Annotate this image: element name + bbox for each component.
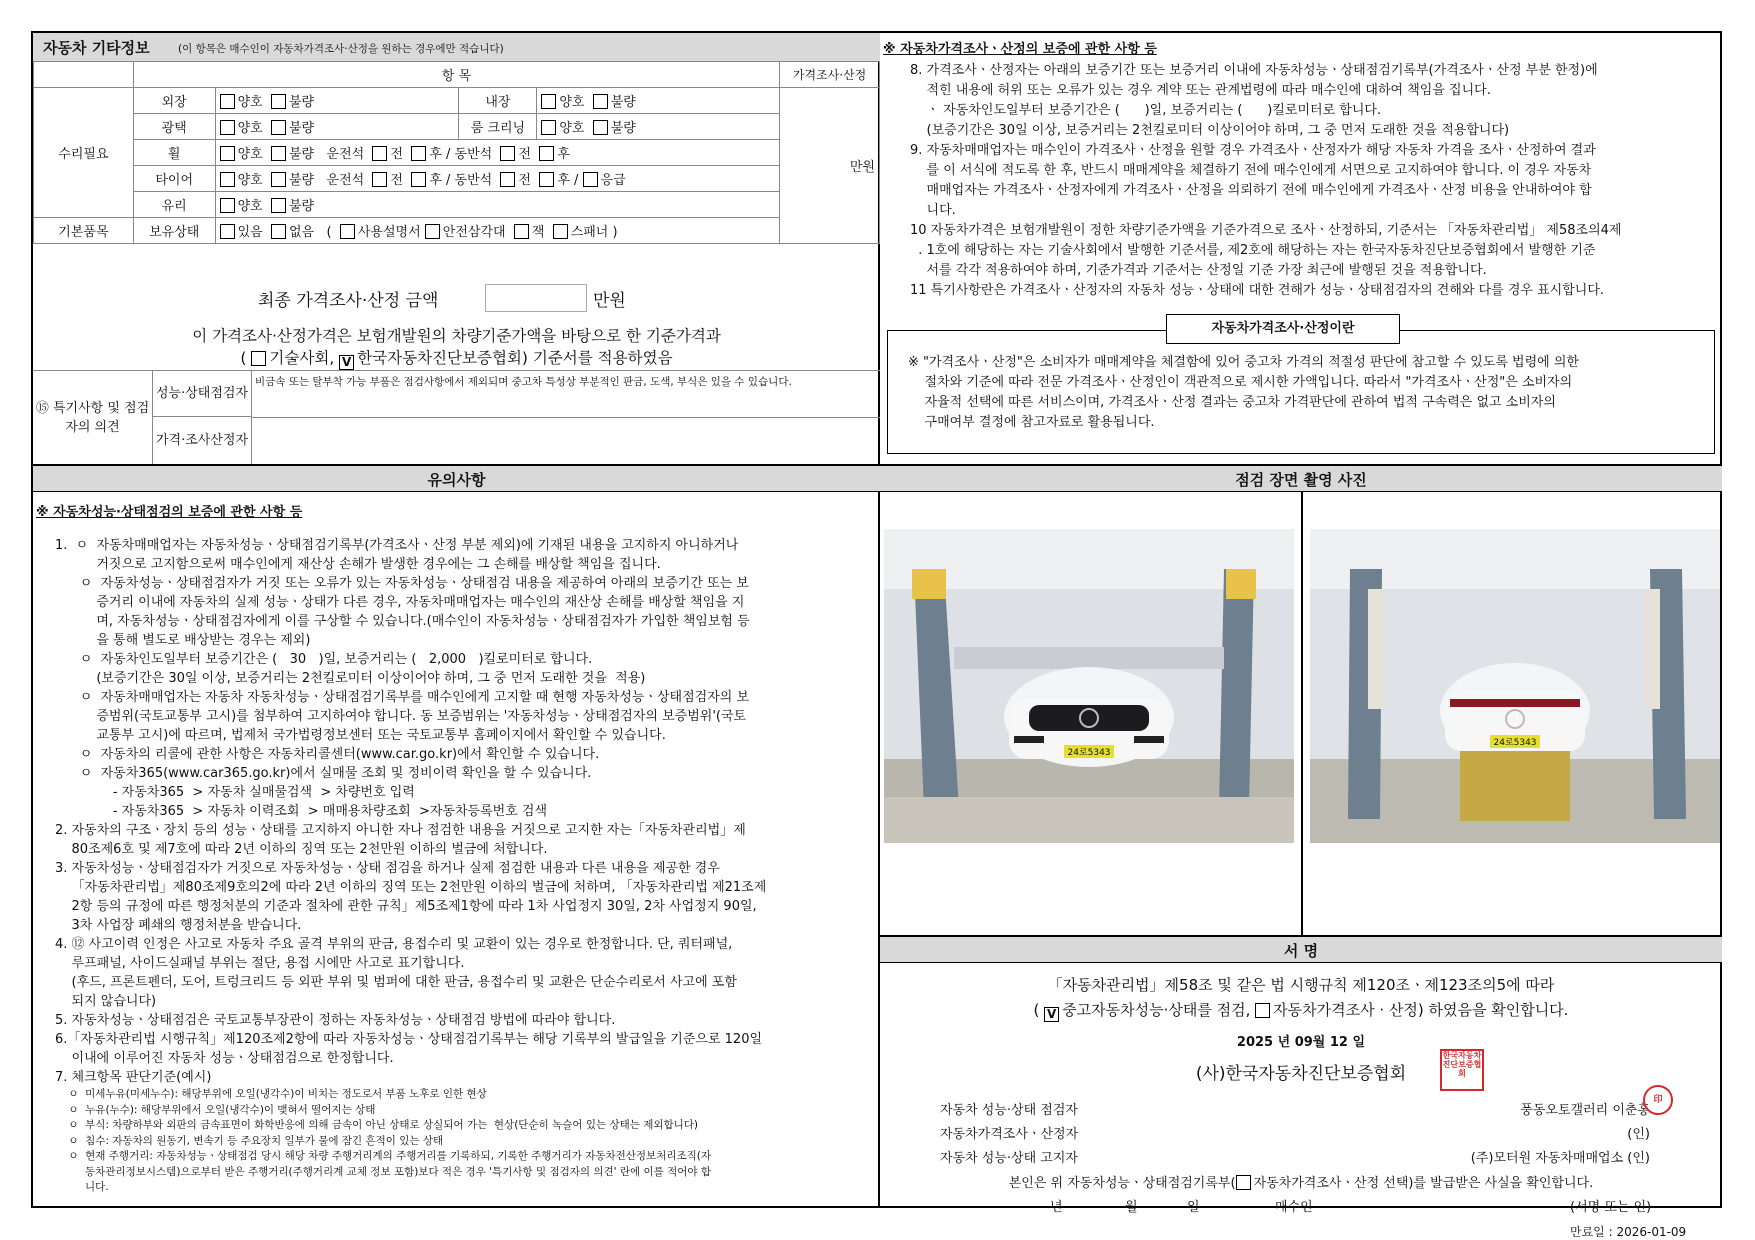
signer-value: 풍동오토갤러리 이춘홍 <box>1520 1103 1650 1118</box>
notes-line: 동차관리정보시스템)으로부터 받은 주행거리(주행거리계 교체 정보 포함)보다 적은 경우 '특기사항 및 점검자의 의견' 란에 이를 적어야 합 <box>55 1165 712 1178</box>
signer-row-notifier <box>940 1147 1650 1171</box>
tire-driver-rear-checkbox[interactable] <box>411 172 426 187</box>
final-amount-input[interactable] <box>485 284 587 312</box>
spare-label: 응급 <box>600 173 626 188</box>
notes-line: 증범위(국토교통부 고시)를 첨부하여 고지하여야 합니다. 동 보증범위는 '자동차성능ㆍ상태점검자의 보증범위'(국토 <box>55 709 747 724</box>
notes-line: ㅇ 자동차의 리콜에 관한 사항은 자동차리콜센터(www.car.go.kr)에서 확인할 수 있습니다. <box>55 747 600 762</box>
rear-inspection-photo <box>1310 529 1720 843</box>
bad-label: 불량 <box>289 199 315 214</box>
association-seal <box>1440 1049 1484 1091</box>
signature-law-line: 「자동차관리법」제58조 및 같은 법 시행규칙 제120조ㆍ제123조의5에 따라 <box>1047 976 1555 994</box>
notes-line: 2. 자동차의 구조ㆍ장치 등의 성능ㆍ상태를 고지하지 아니한 자나 점검한 내용을 거짓으로 고지한 자는「자동차관리법」제 <box>55 823 746 838</box>
bad-label: 불량 <box>289 95 315 110</box>
special-remarks-label: ⑮ 특기사항 및 점검자의 의견 <box>33 371 153 464</box>
jack-checkbox[interactable] <box>514 224 529 239</box>
signer-value: (인) <box>1627 1127 1650 1142</box>
final-amount-unit: 만원 <box>593 291 626 311</box>
front-label: 전 <box>518 173 532 188</box>
definition-line: ※ "가격조사ㆍ산정"은 소비자가 매매계약을 체결함에 있어 중고차 가격의 적절성 판단에 참고할 수 있도록 법령에 의한 <box>908 355 1579 370</box>
notes-header: 유의사항 <box>33 464 880 492</box>
notes-line: 루프패널, 사이드실패널 부위는 절단, 용접 시에만 사고로 표기합니다. <box>55 956 465 971</box>
notes-line: (후드, 프론트펜더, 도어, 트렁크리드 등 외판 부위 및 범퍼에 대한 판금, 용접수리 및 교환은 단순수리로서 사고에 포함 <box>55 975 737 990</box>
manual-label: 사용설명서 <box>357 225 421 240</box>
other-info-header <box>33 33 880 62</box>
passenger-seat-label: 동반석 <box>454 173 493 188</box>
performance-check-checkbox[interactable]: V <box>1044 1007 1059 1022</box>
special-remarks <box>33 370 880 464</box>
basic-items-label: 기본품목 <box>34 218 134 244</box>
interior-good-checkbox[interactable] <box>541 94 556 109</box>
signer-rows <box>940 1099 1650 1171</box>
inspector-label: 성능·상태점검자 <box>153 371 252 417</box>
glass-label: 유리 <box>133 192 215 218</box>
warranty-item-line: . 1호에 해당하는 자는 기술사회에서 발행한 기준서를, 제2호에 해당하는 자는 한국자동차진단보증협회에서 발행한 기준 <box>910 243 1596 258</box>
warranty-item-line: 서를 각각 적용하여야 하며, 기준가격과 기준서는 산정일 기준 가장 최근에 발행된 것을 적용합니다. <box>910 263 1487 278</box>
day-label: 일 <box>1187 1200 1200 1215</box>
notes-line: - 자동차365 > 자동차 이력조회 > 매매용차량조회 >자동차등록번호 검색 <box>55 804 547 819</box>
jack-label: 잭 <box>531 225 545 240</box>
good-label: 양호 <box>237 199 263 214</box>
have-checkbox[interactable] <box>220 224 235 239</box>
interior-label: 내장 <box>459 88 537 114</box>
notes-list <box>55 536 877 1196</box>
assoc-label: 한국자동차진단보증협회) 기준서를 적용하였음 <box>357 349 673 367</box>
wheel-pass-front-checkbox[interactable] <box>500 146 515 161</box>
notes-line: ㅇ 자동차365(www.car365.go.kr)에서 실매물 조회 및 정비이력 확인을 할 수 있습니다. <box>55 766 592 781</box>
notes-line: 4. ⑫ 사고이력 인정은 사고로 자동차 주요 골격 부위의 판금, 용접수리 및 교환이 있는 경우로 한정합니다. 단, 쿼터패널, <box>55 937 733 952</box>
warranty-item-line: 8. 가격조사ㆍ산정자는 아래의 보증기간 또는 보증거리 이내에 자동차성능ㆍ상태점검기록부(가격조사ㆍ산정 부분 한정)에 <box>910 63 1598 78</box>
signature-header: 서 명 <box>880 935 1722 963</box>
tire-good-checkbox[interactable] <box>220 172 235 187</box>
gloss-label: 광택 <box>133 114 215 140</box>
definition-line: 절차와 기준에 따라 전문 가격조사ㆍ산정인이 객관적으로 제시한 가액입니다. 따라서 "가격조사ㆍ산정"은 소비자의 <box>908 375 1573 390</box>
other-info-subtitle: (이 항목은 매수인이 자동차가격조사·산정을 원하는 경우에만 적습니다) <box>178 43 504 55</box>
basis-standard-line <box>33 346 880 370</box>
notes-line: - 자동차365 > 자동차 실매물검색 > 차량번호 입력 <box>55 785 415 800</box>
price-warranty-heading: ※ 자동차가격조사ㆍ산정의 보증에 관한 사항 등 <box>883 42 1157 57</box>
room-good-checkbox[interactable] <box>541 120 556 135</box>
col-price-label: 가격조사·산정 <box>780 62 880 88</box>
notes-line: 2항 등의 규정에 따른 행정처분의 기준과 절차에 관한 규칙」제5조제1항에 따라 1차 사업정지 30일, 2차 사업정지 90일, <box>55 899 757 914</box>
repair-label: 수리필요 <box>34 88 134 218</box>
notes-line: 7. 체크항목 판단기준(예시) <box>55 1070 212 1085</box>
exterior-bad-checkbox[interactable] <box>271 94 286 109</box>
signature-date: 2025 년 09월 12 일 <box>1236 1035 1366 1050</box>
wheel-label: 휠 <box>133 140 215 166</box>
warranty-item-line: 니다. <box>910 203 956 218</box>
notes-line: 80조제6호 및 제7호에 따라 2년 이하의 징역 또는 2천만원 이하의 벌금에 처합니다. <box>55 842 548 857</box>
rear-plate-text: 24로5343 <box>1493 738 1537 748</box>
performance-check-label: 중고자동차성능·상태를 점검, <box>1062 1001 1251 1019</box>
front-label: 전 <box>518 147 532 162</box>
notes-line: ㅇ 자동차인도일부터 보증기간은 ( 30 )일, 보증거리는 ( 2,000 )킬로미터로 합니다. <box>55 652 593 667</box>
warranty-item-line: 10 자동차가격은 보험개발원이 정한 차량기준가액을 기준가격으로 조사ㆍ산정하되, 기준서는 「자동차관리법」 제58조의4제 <box>910 223 1622 238</box>
bad-label: 불량 <box>289 173 315 188</box>
left-column <box>33 33 880 1206</box>
notes-line: (보증기간은 30일 이상, 보증거리는 2천킬로미터 이상이어야 하며, 그 중 먼저 도래한 것을 적용) <box>55 671 646 686</box>
signer-label: 자동차 성능·상태 점검자 <box>940 1103 1078 1118</box>
warranty-item-line: 매매업자는 가격조사ㆍ산정자에게 가격조사ㆍ산정을 의뢰하기 전에 매수인에게 가격조사ㆍ산정 비용을 안내하여야 합 <box>910 183 1592 198</box>
wheel-pass-rear-checkbox[interactable] <box>539 146 554 161</box>
price-check-label: 자동차가격조사 · 산정) 하였음을 확인합니다. <box>1273 1001 1569 1019</box>
signature-org: (사)한국자동차진단보증협회 <box>1195 1064 1407 1084</box>
definition-line: 자율적 선택에 따른 서비스이며, 가격조사ㆍ산정 결과는 중고차 가격판단에 관하여 법적 구속력은 없고 소비자의 <box>908 395 1556 410</box>
manual-checkbox[interactable] <box>340 224 355 239</box>
notes-line: ㅇ 미세누유(미세누수): 해당부위에 오일(냉각수)이 비치는 정도로서 부품 노후로 인한 현상 <box>55 1088 487 1100</box>
wheel-driver-rear-checkbox[interactable] <box>411 146 426 161</box>
wheel-good-checkbox[interactable] <box>220 146 235 161</box>
signer-label: 자동차가격조사ㆍ산정자 <box>940 1127 1079 1142</box>
buyer-confirm-a: 본인은 위 자동차성능ㆍ상태점검기록부( <box>1008 1176 1236 1191</box>
possession-label: 보유상태 <box>133 218 215 244</box>
expiry-date: 만료일 : 2026-01-09 <box>1570 1225 1687 1239</box>
notes-line: 5. 자동차성능ㆍ상태점검은 국토교통부장관이 정하는 자동차성능ㆍ상태점검 방법에 따라야 합니다. <box>55 1013 616 1028</box>
signature-confirm-line <box>880 999 1722 1022</box>
front-label: 전 <box>390 147 404 162</box>
notes-line: 되지 않습니다) <box>55 994 157 1009</box>
warranty-item-line: 를 이 서식에 적도록 한 후, 반드시 매매계약을 체결하기 전에 매수인에게 서면으로 고지하여야 합니다. 이 경우 자동차 <box>910 163 1592 178</box>
rear-label: 후 / <box>429 147 451 162</box>
good-label: 양호 <box>237 121 263 136</box>
none-checkbox[interactable] <box>271 224 286 239</box>
have-label: 있음 <box>237 225 263 240</box>
gloss-bad-checkbox[interactable] <box>271 120 286 135</box>
final-amount-block <box>33 278 880 368</box>
rear-label: 후 / <box>429 173 451 188</box>
appraisal-definition-box <box>887 330 1715 454</box>
room-bad-checkbox[interactable] <box>593 120 608 135</box>
notes-line: 6.「자동차관리법 시행규칙」제120조제2항에 따라 자동차성능ㆍ상태점검기록부는 해당 기록부의 발급일을 기준으로 120일 <box>55 1032 763 1047</box>
other-info-title: 자동차 기타정보 <box>43 39 150 57</box>
price-check-checkbox[interactable] <box>1255 1003 1270 1018</box>
seal-text: 한국자동차진단보증협회 <box>1442 1051 1482 1078</box>
front-plate-text: 24로5343 <box>1067 748 1111 758</box>
price-unit: 만원 <box>780 88 880 244</box>
basis-open: ( <box>240 349 247 367</box>
interior-bad-checkbox[interactable] <box>593 94 608 109</box>
notes-line: 증거리 이내에 자동차의 실제 성능ㆍ상태가 다른 경우, 자동차매매업자는 매수인의 재산상 손해를 배상할 책임을 지 <box>55 595 745 610</box>
driver-seat-label: 운전석 <box>326 173 365 188</box>
buyer-confirm-b: 자동차가격조사ㆍ산정 선택)를 발급받은 사실을 확인합니다. <box>1253 1176 1594 1191</box>
notes-line: 을 통해 별도로 배상받는 경우는 제외) <box>55 633 311 648</box>
basis-text: 이 가격조사·산정가격은 보험개발원의 차량기준가액을 바탕으로 한 기준가격과 <box>192 327 721 345</box>
good-label: 양호 <box>237 95 263 110</box>
warranty-item-line: 9. 자동차매매업자는 매수인이 가격조사ㆍ산정을 원할 경우 가격조사ㆍ산정자가 해당 자동차 가격을 조사ㆍ산정하여 결과 <box>910 143 1596 158</box>
bad-label: 불량 <box>610 95 636 110</box>
notes-line: 3. 자동차성능ㆍ상태점검자가 거짓으로 자동차성능ㆍ상태 점검을 하거나 실제 점검한 내용과 다른 내용을 제공한 경우 <box>55 861 720 876</box>
tire-driver-front-checkbox[interactable] <box>372 172 387 187</box>
notes-line: 「자동차관리법」제80조제9호의2에 따라 2년 이하의 징역 또는 2천만원 이하의 벌금에 처하며, 「자동차관리법 제21조제 <box>55 880 767 895</box>
bad-label: 불량 <box>289 121 315 136</box>
confirm-open: ( <box>1033 1001 1040 1019</box>
year-label: 년 <box>1050 1200 1063 1215</box>
notes-line: 1. ㅇ 자동차매매업자는 자동차성능ㆍ상태점검기록부(가격조사ㆍ산정 부분 제외)에 기재된 내용을 고지하지 아니하거나 <box>55 538 739 553</box>
notes-line: ㅇ 현재 주행거리: 자동차성능ㆍ상태점검 당시 해당 차량 주행거리계의 주행거리를 기록하되, 기록한 주행거리가 자동차전산정보처리조직(자 <box>55 1150 712 1162</box>
gloss-good-checkbox[interactable] <box>220 120 235 135</box>
spanner-checkbox[interactable] <box>553 224 568 239</box>
glass-bad-checkbox[interactable] <box>271 198 286 213</box>
appraisal-definition-title: 자동차가격조사·산정이란 <box>1166 314 1400 344</box>
signer-label: 자동차 성능·상태 고지자 <box>940 1151 1078 1166</box>
notes-line: 니다. <box>55 1181 109 1193</box>
notes-line: ㅇ 부식: 차량하부와 외판의 금속표면이 화학반응에 의해 금속이 아닌 상태로 상실되어 가는 현상(단순히 녹슬어 있는 상태는 제외합니다) <box>55 1119 699 1131</box>
driver-seat-label: 운전석 <box>326 147 365 162</box>
notes-line: ㅇ 누유(누수): 해당부위에서 오일(냉각수)이 맺혀서 떨어지는 상태 <box>55 1103 376 1116</box>
good-label: 양호 <box>559 95 585 110</box>
appraiser-label: 가격·조사산정자 <box>153 417 252 464</box>
tech-society-checkbox[interactable] <box>251 351 266 366</box>
room-clean-label: 룸 크리닝 <box>459 114 537 140</box>
tire-spare-checkbox[interactable] <box>583 172 598 187</box>
tech-society-label: 기술사회, <box>269 349 335 367</box>
warranty-item-line: 적힌 내용에 허위 또는 오류가 있는 경우 계약 또는 관계법령에 따라 매수인에 대하여 책임을 집니다. <box>910 83 1491 98</box>
notes-line: ㅇ 자동차매매업자는 자동차 자동차성능ㆍ상태점검기록부를 매수인에게 고지할 때 현행 자동차성능ㆍ상태점검자의 보 <box>55 690 750 705</box>
notes-line: 며, 자동차성능ㆍ상태점검자에게 이를 구상할 수 있습니다.(매수인이 자동차성능ㆍ상태점검자가 가입한 책임보험 등 <box>55 614 750 629</box>
triangle-checkbox[interactable] <box>425 224 440 239</box>
price-warranty-items <box>910 61 1725 301</box>
signer-row-appraiser <box>940 1123 1650 1147</box>
triangle-label: 안전삼각대 <box>442 225 506 240</box>
bad-label: 불량 <box>289 147 315 162</box>
none-label: 없음 <box>289 225 315 240</box>
other-info-table: 항 목 가격조사·산정 수리필요 외장 양호 불량 내장 양호 불량 만원 광택 양호 불량 룸 크리닝 양호 불량 휠 양호 불량 운전석 전 후 / 동반석 전 후 타이어 양호 불량 운전석 전 후 / 동반석 전 후 / 응급 유리 양호 불량 기본품목 보유상태 있음 없음 ( 사용설명서 안전삼각대 잭 스패너 ) <box>33 61 880 244</box>
exterior-label: 외장 <box>133 88 215 114</box>
notes-heading: ※ 자동차성능·상태점검의 보증에 관한 사항 등 <box>36 505 303 520</box>
appraisal-definition-text <box>908 353 1579 433</box>
inspection-form-page <box>31 31 1722 1239</box>
wheel-driver-front-checkbox[interactable] <box>372 146 387 161</box>
spanner-label: 스패너 ) <box>570 225 618 240</box>
front-inspection-photo <box>884 529 1294 843</box>
tire-pass-rear-checkbox[interactable] <box>539 172 554 187</box>
inspector-opinion: 비금속 또는 탈부착 가능 부품은 점검사항에서 제외되며 중고차 특성상 부분적인 판금, 도색, 부식은 있을 수 있습니다. <box>255 376 792 388</box>
final-amount-label: 최종 가격조사·산정 금액 <box>258 291 439 311</box>
warranty-item-line: (보증기간은 30일 이상, 보증거리는 2천킬로미터 이상이어야 하며, 그 중 먼저 도래한 것을 적용합니다) <box>910 123 1510 138</box>
tire-bad-checkbox[interactable] <box>271 172 286 187</box>
rear-label: 후 / <box>557 173 579 188</box>
notes-line: 이내에 이루어진 자동차 성능ㆍ상태점검으로 한정합니다. <box>55 1051 394 1066</box>
warranty-item-line: ㆍ 자동차인도일부터 보증기간은 ( )일, 보증거리는 ( )킬로미터로 합니다. <box>910 103 1382 118</box>
notes-line: ㅇ 침수: 자동차의 원동기, 변속기 등 주요장치 일부가 물에 잠긴 흔적이 있는 상태 <box>55 1134 444 1147</box>
month-label: 월 <box>1125 1200 1138 1215</box>
signer-row-inspector <box>940 1099 1650 1123</box>
buyer-price-checkbox[interactable] <box>1236 1175 1251 1190</box>
buyer-label: 매수인 <box>1275 1200 1313 1215</box>
right-column <box>880 33 1720 1239</box>
col-item-label: 항 목 <box>133 62 779 88</box>
photos-header: 점검 장면 촬영 사진 <box>880 464 1722 492</box>
front-label: 전 <box>390 173 404 188</box>
passenger-seat-label: 동반석 <box>454 147 493 162</box>
good-label: 양호 <box>237 147 263 162</box>
rear-photo-svg <box>1310 529 1720 843</box>
tire-pass-front-checkbox[interactable] <box>500 172 515 187</box>
inspector-seal: 印 <box>1643 1085 1673 1115</box>
exterior-good-checkbox[interactable] <box>220 94 235 109</box>
warranty-item-line: 11 특기사항란은 가격조사ㆍ산정자의 자동차 성능ㆍ상태에 대한 견해가 성능ㆍ상태점검자의 견해와 다를 경우 표시합니다. <box>910 283 1605 298</box>
definition-line: 구매여부 결정에 참고자료로 활용됩니다. <box>908 415 1155 430</box>
signer-value: (주)모터원 자동차매매업소 (인) <box>1470 1151 1650 1166</box>
good-label: 양호 <box>237 173 263 188</box>
notes-line: 교통부 고시)에 따르며, 법제처 국가법령정보센터 또는 국토교통부 홈페이지에서 확인할 수 있습니다. <box>55 728 666 743</box>
front-photo-svg <box>884 529 1294 843</box>
glass-good-checkbox[interactable] <box>220 198 235 213</box>
notes-line: 3차 사업장 폐쇄의 행정처분을 받습니다. <box>55 918 302 933</box>
sign-label: (서명 또는 인) <box>1570 1200 1652 1215</box>
wheel-bad-checkbox[interactable] <box>271 146 286 161</box>
good-label: 양호 <box>559 121 585 136</box>
tire-label: 타이어 <box>133 166 215 192</box>
notes-line: ㅇ 자동차성능ㆍ상태점검자가 거짓 또는 오류가 있는 자동차성능ㆍ상태점검 내용을 제공하여 아래의 보증기간 또는 보 <box>55 576 749 591</box>
rear-label: 후 <box>557 147 570 162</box>
buyer-confirm-line <box>880 1172 1722 1191</box>
bad-label: 불량 <box>610 121 636 136</box>
assoc-checkbox[interactable]: V <box>339 355 354 370</box>
notes-line: 거짓으로 고지함으로써 매수인에게 재산상 손해가 발생한 경우에는 그 손해를 배상할 책임을 집니다. <box>55 557 661 572</box>
